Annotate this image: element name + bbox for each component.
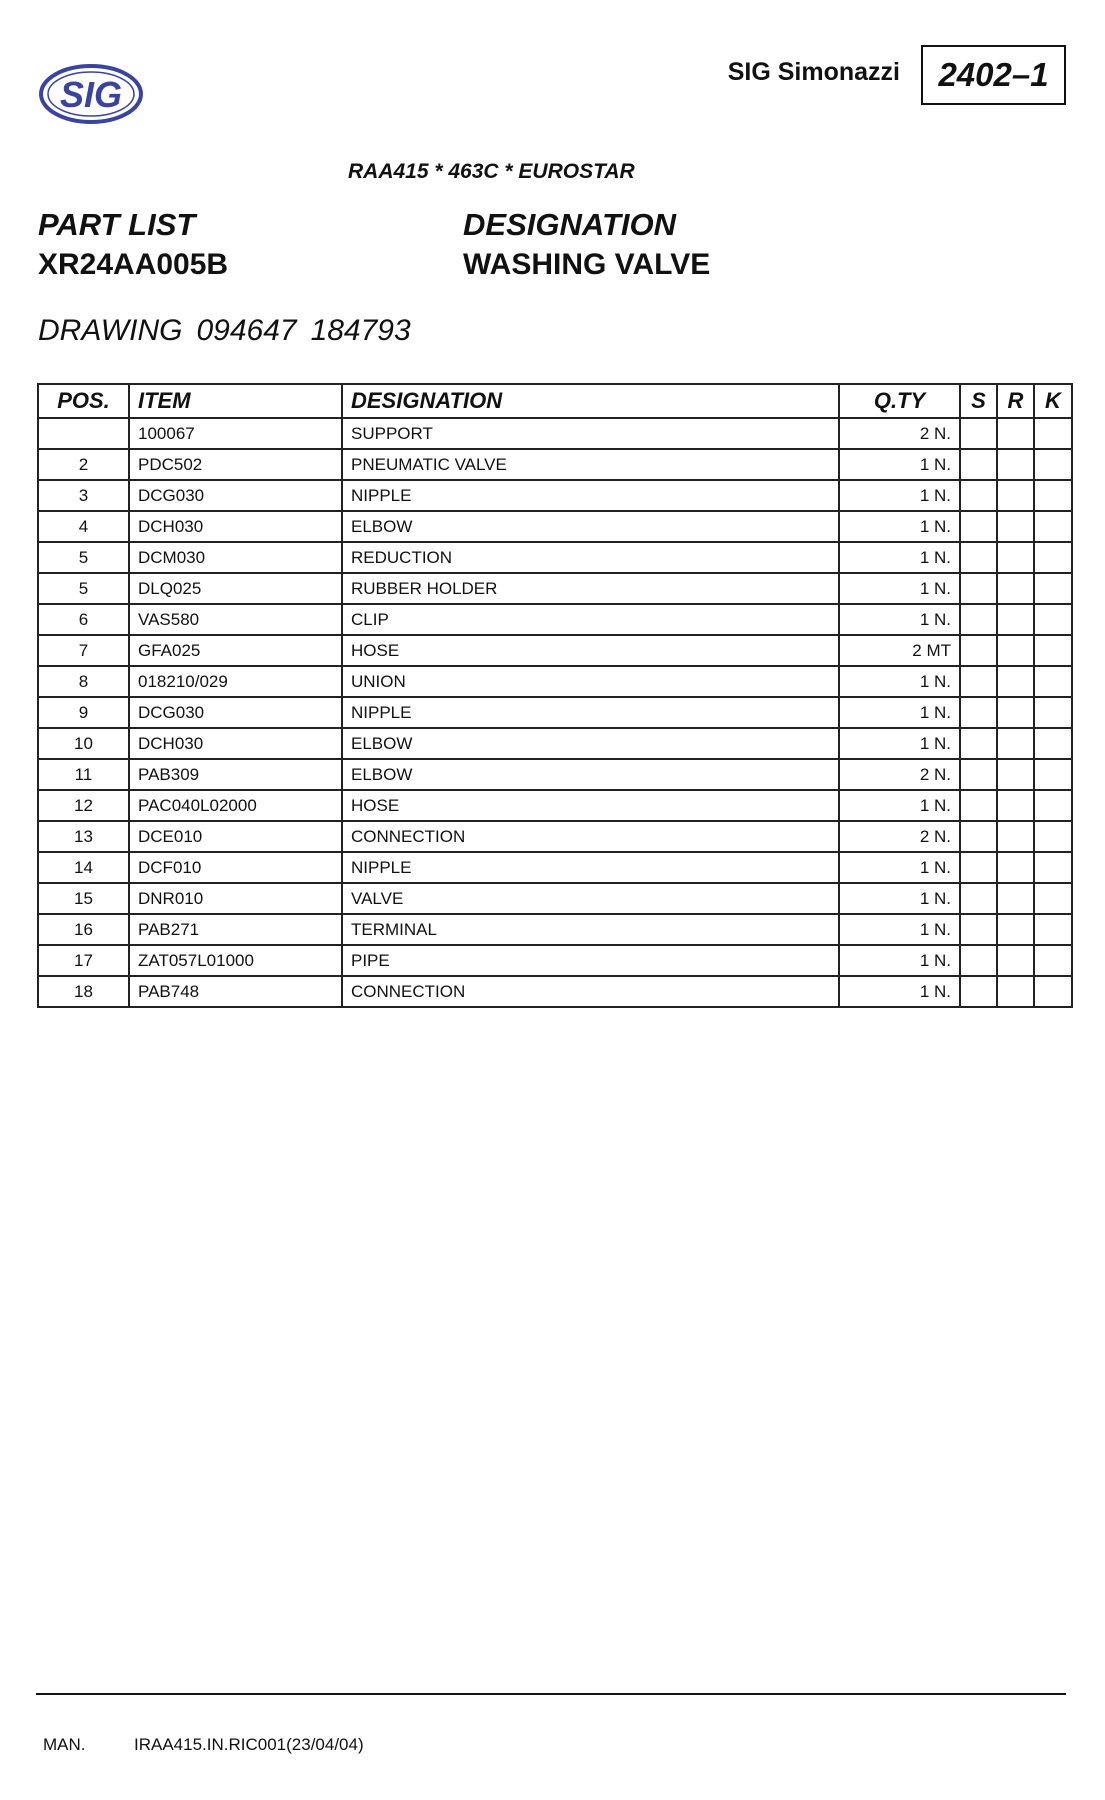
cell-pos: 5 — [38, 573, 129, 604]
cell-k — [1034, 542, 1072, 573]
footer-man: MAN. — [43, 1735, 86, 1754]
header-s: S — [960, 384, 997, 418]
table-row — [38, 635, 1072, 666]
cell-s — [960, 945, 997, 976]
cell-k — [1034, 449, 1072, 480]
cell-k — [1034, 883, 1072, 914]
cell-item: PAB309 — [129, 759, 342, 790]
drawing-number: 094647 — [196, 314, 297, 347]
cell-pos — [38, 418, 129, 449]
cell-pos: 13 — [38, 821, 129, 852]
cell-item: DCH030 — [129, 511, 342, 542]
cell-designation: ELBOW — [342, 759, 839, 790]
cell-r — [997, 976, 1034, 1007]
cell-r — [997, 511, 1034, 542]
drawing-number: 184793 — [310, 314, 411, 347]
cell-r — [997, 635, 1034, 666]
cell-designation: CONNECTION — [342, 976, 839, 1007]
cell-s — [960, 542, 997, 573]
cell-item: ZAT057L01000 — [129, 945, 342, 976]
cell-item: PAB271 — [129, 914, 342, 945]
cell-s — [960, 914, 997, 945]
cell-item: PDC502 — [129, 449, 342, 480]
cell-s — [960, 418, 997, 449]
table-row — [38, 914, 1072, 945]
cell-pos: 2 — [38, 449, 129, 480]
cell-qty: 2 N. — [839, 418, 960, 449]
cell-k — [1034, 480, 1072, 511]
cell-qty: 1 N. — [839, 666, 960, 697]
cell-designation: TERMINAL — [342, 914, 839, 945]
cell-qty: 1 N. — [839, 914, 960, 945]
cell-pos: 12 — [38, 790, 129, 821]
cell-r — [997, 542, 1034, 573]
table-row — [38, 759, 1072, 790]
cell-k — [1034, 821, 1072, 852]
cell-designation: HOSE — [342, 790, 839, 821]
model-line: RAA415 * 463C * EUROSTAR — [348, 160, 635, 183]
cell-s — [960, 759, 997, 790]
table-row — [38, 697, 1072, 728]
table-row — [38, 449, 1072, 480]
cell-item: PAB748 — [129, 976, 342, 1007]
cell-qty: 1 N. — [839, 852, 960, 883]
cell-qty: 1 N. — [839, 511, 960, 542]
table-row — [38, 976, 1072, 1007]
cell-item: DLQ025 — [129, 573, 342, 604]
cell-designation: RUBBER HOLDER — [342, 573, 839, 604]
cell-s — [960, 666, 997, 697]
drawing-line — [38, 314, 425, 348]
cell-k — [1034, 635, 1072, 666]
footer-doc-ref: IRAA415.IN.RIC001(23/04/04) — [134, 1735, 364, 1754]
part-list-code: XR24AA005B — [38, 248, 229, 281]
cell-qty: 2 N. — [839, 759, 960, 790]
cell-designation: REDUCTION — [342, 542, 839, 573]
cell-pos: 3 — [38, 480, 129, 511]
cell-r — [997, 790, 1034, 821]
cell-item: DNR010 — [129, 883, 342, 914]
doc-number-box — [921, 45, 1066, 105]
parts-table — [37, 383, 1073, 1008]
cell-qty: 1 N. — [839, 945, 960, 976]
cell-pos: 15 — [38, 883, 129, 914]
cell-s — [960, 728, 997, 759]
table-header-row — [38, 384, 1072, 418]
cell-qty: 2 MT — [839, 635, 960, 666]
cell-k — [1034, 759, 1072, 790]
cell-qty: 1 N. — [839, 728, 960, 759]
cell-r — [997, 945, 1034, 976]
cell-designation: ELBOW — [342, 728, 839, 759]
cell-k — [1034, 728, 1072, 759]
cell-item: VAS580 — [129, 604, 342, 635]
cell-k — [1034, 511, 1072, 542]
cell-pos: 16 — [38, 914, 129, 945]
cell-item: DCE010 — [129, 821, 342, 852]
table-row — [38, 542, 1072, 573]
cell-item: PAC040L02000 — [129, 790, 342, 821]
cell-item: 100067 — [129, 418, 342, 449]
cell-r — [997, 852, 1034, 883]
cell-r — [997, 418, 1034, 449]
footer-rule — [36, 1693, 1066, 1695]
cell-item: DCM030 — [129, 542, 342, 573]
table-row — [38, 418, 1072, 449]
cell-s — [960, 480, 997, 511]
table-row — [38, 604, 1072, 635]
cell-designation: CONNECTION — [342, 821, 839, 852]
cell-s — [960, 821, 997, 852]
cell-pos: 11 — [38, 759, 129, 790]
table-row — [38, 573, 1072, 604]
table-row — [38, 511, 1072, 542]
cell-s — [960, 511, 997, 542]
cell-s — [960, 635, 997, 666]
cell-pos: 6 — [38, 604, 129, 635]
table-row — [38, 480, 1072, 511]
cell-r — [997, 914, 1034, 945]
header-item: ITEM — [129, 384, 342, 418]
logo-text: SIG — [59, 74, 123, 115]
cell-k — [1034, 976, 1072, 1007]
cell-k — [1034, 852, 1072, 883]
cell-designation: PNEUMATIC VALVE — [342, 449, 839, 480]
cell-item: DCG030 — [129, 697, 342, 728]
cell-s — [960, 573, 997, 604]
cell-qty: 1 N. — [839, 542, 960, 573]
header-pos: POS. — [38, 384, 129, 418]
cell-pos: 10 — [38, 728, 129, 759]
cell-s — [960, 852, 997, 883]
cell-qty: 1 N. — [839, 790, 960, 821]
cell-pos: 17 — [38, 945, 129, 976]
table-row — [38, 790, 1072, 821]
cell-item: DCG030 — [129, 480, 342, 511]
table-row — [38, 852, 1072, 883]
sig-logo-icon — [38, 62, 144, 126]
sig-logo — [38, 62, 144, 126]
header-k: K — [1034, 384, 1072, 418]
cell-designation: HOSE — [342, 635, 839, 666]
header-designation: DESIGNATION — [342, 384, 839, 418]
table-row — [38, 945, 1072, 976]
cell-pos: 5 — [38, 542, 129, 573]
cell-r — [997, 666, 1034, 697]
cell-r — [997, 759, 1034, 790]
table-row — [38, 883, 1072, 914]
cell-r — [997, 449, 1034, 480]
cell-designation: SUPPORT — [342, 418, 839, 449]
header-r: R — [997, 384, 1034, 418]
cell-s — [960, 883, 997, 914]
cell-r — [997, 821, 1034, 852]
cell-pos: 9 — [38, 697, 129, 728]
cell-designation: NIPPLE — [342, 852, 839, 883]
cell-qty: 1 N. — [839, 697, 960, 728]
cell-k — [1034, 666, 1072, 697]
cell-pos: 4 — [38, 511, 129, 542]
cell-k — [1034, 697, 1072, 728]
cell-qty: 1 N. — [839, 449, 960, 480]
cell-qty: 1 N. — [839, 480, 960, 511]
cell-s — [960, 449, 997, 480]
cell-pos: 18 — [38, 976, 129, 1007]
cell-k — [1034, 604, 1072, 635]
part-list-label: PART LIST — [38, 207, 196, 242]
cell-designation: CLIP — [342, 604, 839, 635]
table-row — [38, 728, 1072, 759]
cell-item: DCF010 — [129, 852, 342, 883]
cell-r — [997, 573, 1034, 604]
brand-name: SIG Simonazzi — [727, 58, 900, 86]
cell-k — [1034, 945, 1072, 976]
cell-designation: UNION — [342, 666, 839, 697]
designation-value: WASHING VALVE — [463, 248, 711, 281]
cell-r — [997, 728, 1034, 759]
cell-designation: PIPE — [342, 945, 839, 976]
cell-s — [960, 976, 997, 1007]
cell-item: DCH030 — [129, 728, 342, 759]
cell-qty: 2 N. — [839, 821, 960, 852]
cell-r — [997, 480, 1034, 511]
cell-item: GFA025 — [129, 635, 342, 666]
cell-r — [997, 883, 1034, 914]
cell-s — [960, 604, 997, 635]
cell-k — [1034, 790, 1072, 821]
cell-qty: 1 N. — [839, 573, 960, 604]
cell-qty: 1 N. — [839, 976, 960, 1007]
cell-s — [960, 790, 997, 821]
table-row — [38, 821, 1072, 852]
cell-qty: 1 N. — [839, 883, 960, 914]
cell-k — [1034, 573, 1072, 604]
header-qty: Q.TY — [839, 384, 960, 418]
cell-designation: VALVE — [342, 883, 839, 914]
cell-qty: 1 N. — [839, 604, 960, 635]
designation-label: DESIGNATION — [463, 207, 676, 242]
cell-designation: ELBOW — [342, 511, 839, 542]
cell-item: 018210/029 — [129, 666, 342, 697]
cell-k — [1034, 914, 1072, 945]
cell-k — [1034, 418, 1072, 449]
cell-r — [997, 604, 1034, 635]
cell-r — [997, 697, 1034, 728]
cell-s — [960, 697, 997, 728]
cell-pos: 8 — [38, 666, 129, 697]
doc-number: 2402–1 — [938, 56, 1049, 93]
table-row — [38, 666, 1072, 697]
cell-designation: NIPPLE — [342, 697, 839, 728]
drawing-label: DRAWING — [38, 314, 183, 347]
cell-pos: 7 — [38, 635, 129, 666]
cell-designation: NIPPLE — [342, 480, 839, 511]
cell-pos: 14 — [38, 852, 129, 883]
